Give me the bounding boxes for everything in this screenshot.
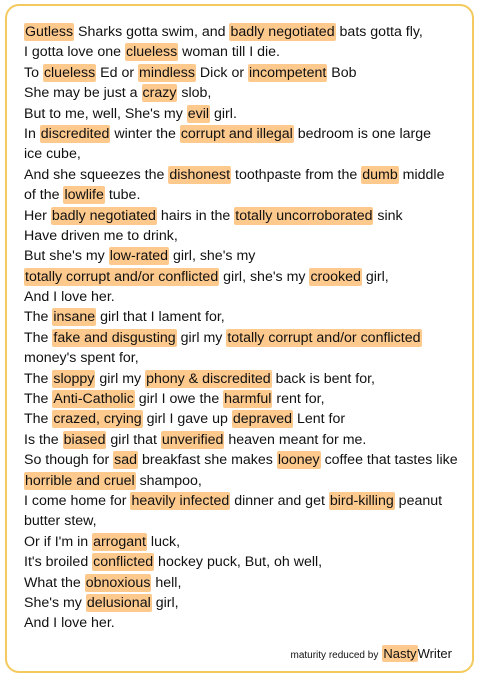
poem-line	[24, 246, 470, 266]
line-text: hockey puck, But, oh well,	[154, 554, 323, 571]
highlighted-word: badly negotiated	[51, 207, 156, 224]
line-text: Bob	[327, 64, 357, 81]
highlighted-word: sad	[114, 452, 138, 469]
poem-line	[24, 532, 470, 552]
line-text: The	[24, 370, 53, 387]
line-text: tube.	[104, 187, 141, 204]
line-text: girl my	[176, 329, 227, 346]
line-text: sink	[373, 207, 403, 224]
highlighted-word: low-rated	[109, 248, 169, 265]
poem-line	[24, 613, 470, 633]
highlighted-word: badly negotiated	[230, 24, 335, 40]
poem-line	[24, 573, 470, 593]
line-text: I gotta love one	[24, 44, 125, 61]
line-text: breakfast she makes	[138, 452, 277, 469]
poem-line	[24, 42, 470, 62]
poem-line	[24, 369, 470, 389]
highlighted-word: crazy	[142, 85, 177, 102]
line-text: And she squeezes the	[24, 166, 169, 183]
line-text: girl,	[361, 268, 389, 285]
line-text: woman till I die.	[178, 44, 280, 61]
line-text: of the	[24, 187, 64, 204]
highlighted-word: horrible and cruel	[25, 472, 135, 489]
line-text: It's broiled	[24, 554, 93, 571]
highlighted-word: Gutless	[25, 24, 74, 40]
line-text: slob,	[177, 85, 212, 102]
highlighted-word: bird-killing	[329, 492, 394, 509]
line-text: girl,	[151, 594, 179, 611]
line-text: shampoo,	[135, 472, 202, 489]
line-text: heaven meant for me.	[224, 431, 367, 448]
poem-line	[24, 287, 470, 307]
highlighted-word: dishonest	[169, 166, 231, 183]
highlighted-word: corrupt and illegal	[180, 125, 293, 142]
highlighted-word: harmful	[224, 391, 272, 408]
poem-line	[24, 471, 470, 491]
line-text: And I love her.	[24, 615, 115, 632]
poem-line	[24, 267, 470, 287]
poem-line	[24, 185, 470, 205]
line-text: But she's my	[24, 248, 109, 265]
highlighted-word: evil	[187, 105, 210, 122]
line-text: luck,	[146, 533, 181, 550]
poem-line	[24, 165, 470, 185]
line-text: Lent for	[293, 411, 346, 428]
highlighted-word: phony & discredited	[146, 370, 271, 387]
footer-credit	[291, 646, 453, 661]
line-text: Sharks gotta swim, and	[74, 24, 230, 40]
poem-line	[24, 511, 470, 531]
line-text: Or if I'm in	[24, 533, 93, 550]
highlighted-word: conflicted	[93, 554, 154, 571]
line-text: In	[24, 125, 40, 142]
poem-text	[24, 22, 470, 634]
poem-line	[24, 226, 470, 246]
line-text: girl my	[95, 370, 146, 387]
line-text: To	[24, 64, 43, 81]
highlighted-word: insane	[53, 309, 96, 326]
poem-line	[24, 63, 470, 83]
line-text: She may be just a	[24, 85, 142, 102]
poem-line	[24, 409, 470, 429]
poem-line	[24, 552, 470, 572]
poem-line	[24, 328, 470, 348]
poem-line	[24, 22, 470, 42]
highlighted-word: clueless	[125, 44, 178, 61]
line-text: butter stew,	[24, 513, 97, 530]
line-text: The	[24, 411, 53, 428]
highlighted-word: totally corrupt and/or conflicted	[227, 329, 421, 346]
line-text: middle	[398, 166, 445, 183]
brand-name-plain: Writer	[417, 646, 452, 661]
line-text: money's spent for,	[24, 350, 139, 367]
line-text: hell,	[151, 574, 182, 591]
highlighted-word: incompetent	[249, 64, 327, 81]
line-text: Have driven me to drink,	[24, 227, 178, 244]
line-text: And I love her.	[24, 289, 115, 306]
line-text: She's my	[24, 594, 86, 611]
highlighted-word: Anti-Catholic	[53, 391, 134, 408]
line-text: The	[24, 309, 53, 326]
line-text: What the	[24, 574, 85, 591]
line-text: bedroom is one large	[293, 125, 432, 142]
highlighted-word: delusional	[86, 594, 151, 611]
poem-line	[24, 307, 470, 327]
poem-line	[24, 348, 470, 368]
line-text: girl.	[210, 105, 237, 122]
line-text: ice cube,	[24, 146, 81, 163]
highlighted-word: depraved	[232, 411, 292, 428]
line-text: bats gotta fly,	[335, 24, 423, 40]
highlighted-word: totally corrupt and/or conflicted	[25, 268, 219, 285]
line-text: girl, she's my	[169, 248, 256, 265]
poem-line	[24, 389, 470, 409]
line-text: girl, she's my	[219, 268, 310, 285]
line-text: coffee that tastes like	[320, 452, 458, 469]
line-text: Dick or	[195, 64, 249, 81]
highlighted-word: looney	[277, 452, 320, 469]
highlighted-word: lowlife	[64, 187, 104, 204]
line-text: back is bent for,	[271, 370, 375, 387]
poem-line	[24, 144, 470, 164]
highlighted-word: arrogant	[93, 533, 146, 550]
poem-card	[5, 4, 474, 673]
line-text: girl I owe the	[134, 391, 224, 408]
brand-logo	[382, 646, 452, 661]
line-text: toothpaste from the	[231, 166, 362, 183]
poem-line	[24, 450, 470, 470]
line-text: The	[24, 329, 53, 346]
poem-line	[24, 491, 470, 511]
line-text: But to me, well, She's my	[24, 105, 187, 122]
poem-line	[24, 104, 470, 124]
highlighted-word: sloppy	[53, 370, 95, 387]
highlighted-word: heavily infected	[131, 492, 230, 509]
line-text: rent for,	[272, 391, 325, 408]
poem-line	[24, 83, 470, 103]
line-text: I come home for	[24, 492, 131, 509]
footer-text: maturity reduced by	[290, 650, 379, 661]
line-text: peanut	[394, 492, 443, 509]
highlighted-word: biased	[63, 431, 106, 448]
highlighted-word: obnoxious	[85, 574, 151, 591]
line-text: girl that	[106, 431, 161, 448]
highlighted-word: discredited	[40, 125, 110, 142]
line-text: hairs in the	[156, 207, 235, 224]
line-text: Is the	[24, 431, 63, 448]
poem-line	[24, 593, 470, 613]
line-text: girl I gave up	[142, 411, 232, 428]
highlighted-word: unverified	[161, 431, 224, 448]
line-text: Her	[24, 207, 51, 224]
poem-line	[24, 124, 470, 144]
line-text: Ed or	[96, 64, 138, 81]
highlighted-word: fake and disgusting	[53, 329, 176, 346]
poem-line	[24, 206, 470, 226]
highlighted-word: dumb	[362, 166, 398, 183]
poem-line	[24, 430, 470, 450]
highlighted-word: crooked	[310, 268, 361, 285]
line-text: girl that I lament for,	[96, 309, 225, 326]
highlighted-word: mindless	[139, 64, 195, 81]
highlighted-word: totally uncorroborated	[235, 207, 373, 224]
brand-name-highlighted: Nasty	[383, 646, 417, 661]
highlighted-word: crazed, crying	[53, 411, 142, 428]
line-text: So though for	[24, 452, 114, 469]
line-text: dinner and get	[230, 492, 329, 509]
line-text: winter the	[110, 125, 180, 142]
line-text: The	[24, 391, 53, 408]
highlighted-word: clueless	[43, 64, 96, 81]
